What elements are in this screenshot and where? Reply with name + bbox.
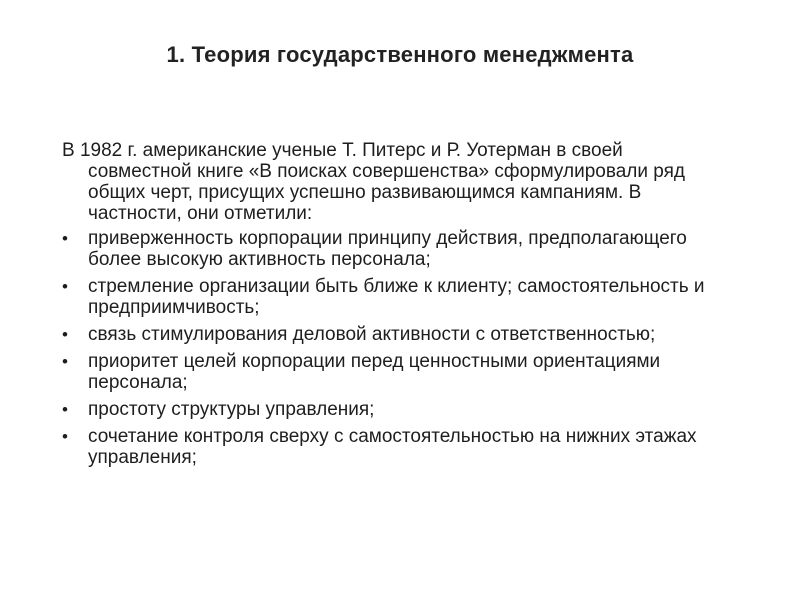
bullet-item [62,324,722,345]
bullet-item [62,399,722,420]
bullet-item [62,228,722,270]
bullet-icon: • [62,277,68,296]
bullet-text: связь стимулирования деловой активности с ответственностью; [88,324,656,345]
bullet-icon: • [62,400,68,419]
bullet-item [62,351,722,393]
bullet-text: стремление организации быть ближе к клиенту; самостоятельность и предприимчивость; [88,276,705,318]
bullet-item [62,276,722,318]
bullet-icon: • [62,427,68,446]
bullet-text: приверженность корпорации принципу действия, предполагающего более высокую активность персонала; [88,228,687,270]
slide-content [62,140,722,474]
intro-paragraph: В 1982 г. американские ученые Т. Питерс и Р. Уотерман в своей совместной книге «В поисках совершенства» сформулировали ряд общих черт, присущих успешно развивающимся кампаниям. В частности, они отметили: [62,140,685,224]
slide-title: 1. Теория государственного менеджмента [166,42,634,67]
bullet-text: простоту структуры управления; [88,399,375,420]
bullet-text: сочетание контроля сверху с самостоятельностью на нижних этажах управления; [88,426,697,468]
bullet-icon: • [62,352,68,371]
bullet-icon: • [62,229,68,248]
bullet-text: приоритет целей корпорации перед ценностными ориентациями персонала; [88,351,661,393]
bullet-list [62,228,722,468]
bullet-icon: • [62,325,68,344]
bullet-item [62,426,722,468]
